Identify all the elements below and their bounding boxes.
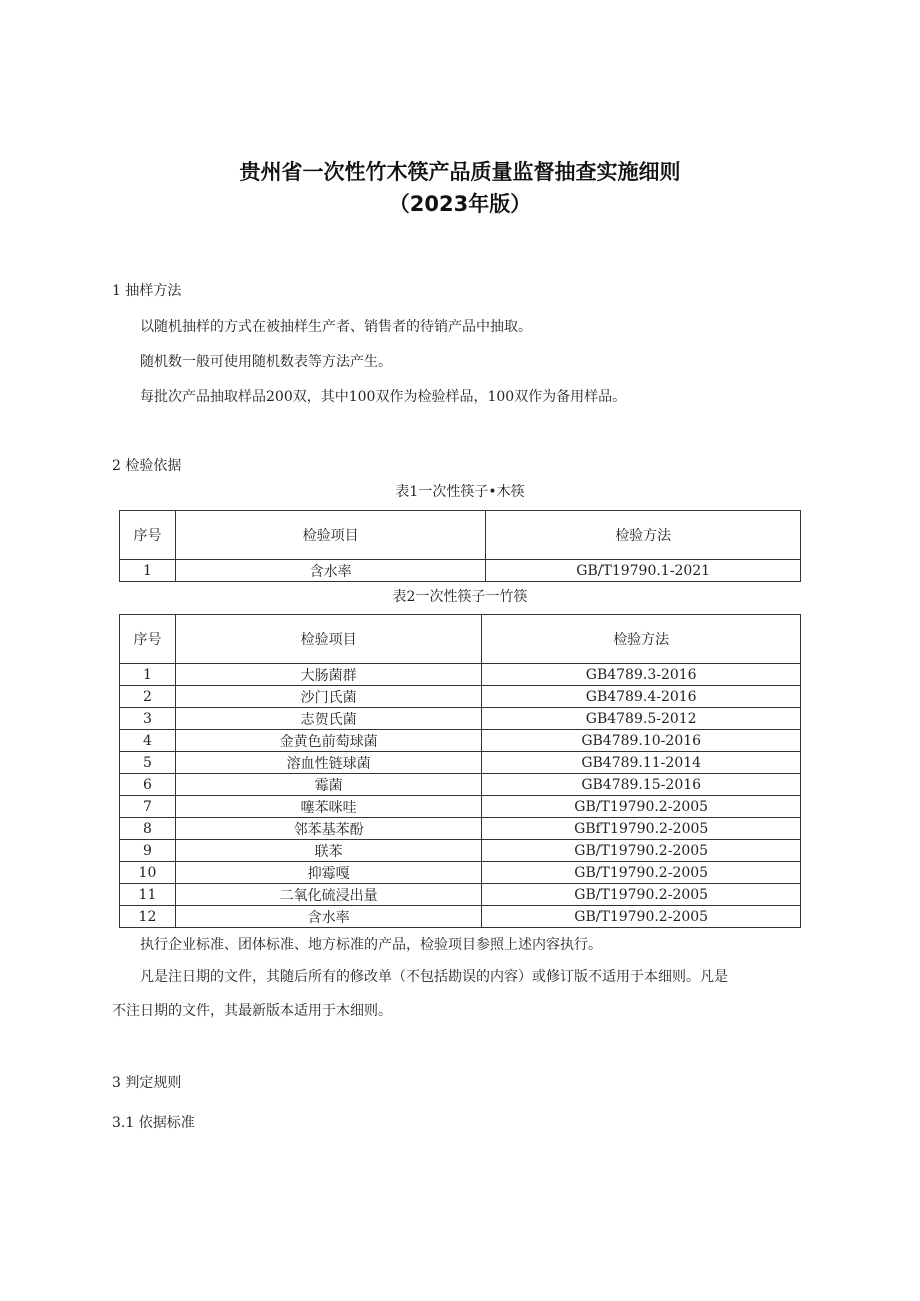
section-2-heading: 2 检验依据 xyxy=(112,458,182,474)
table-row xyxy=(120,906,801,928)
table-1-header-row xyxy=(120,511,801,560)
section-1-para-2: 随机数一般可使用随机数表等方法产生。 xyxy=(140,354,392,370)
table-2-header-cell: 序号 xyxy=(120,615,176,664)
table-cell: 2 xyxy=(120,686,176,708)
table-cell: 8 xyxy=(120,818,176,840)
table-cell: 联苯 xyxy=(175,840,481,862)
table-cell: 邻苯基苯酚 xyxy=(175,818,481,840)
table-cell: 二氧化硫浸出量 xyxy=(175,884,481,906)
table-cell: 志贺氏菌 xyxy=(175,708,481,730)
table-cell: GB4789.3-2016 xyxy=(482,664,801,686)
table-cell: 含水率 xyxy=(175,560,485,582)
table-cell: 9 xyxy=(120,840,176,862)
table-row xyxy=(120,818,801,840)
table-cell: GB4789.15-2016 xyxy=(482,774,801,796)
table-cell: GBfT19790.2-2005 xyxy=(482,818,801,840)
table-cell: GB/T19790.2-2005 xyxy=(482,862,801,884)
table-cell: GB/T19790.1-2021 xyxy=(486,560,801,582)
table-row xyxy=(120,796,801,818)
table-row xyxy=(120,884,801,906)
note-paragraph-1: 执行企业标准、团体标准、地方标准的产品，检验项目参照上述内容执行。 xyxy=(140,937,602,953)
table-cell: 6 xyxy=(120,774,176,796)
page-subtitle: （2023年版） xyxy=(388,192,532,216)
table-1-header-cell: 检验项目 xyxy=(175,511,485,560)
table-row xyxy=(120,840,801,862)
table-cell: 噻苯咪哇 xyxy=(175,796,481,818)
table-row xyxy=(120,730,801,752)
table-cell: GB4789.5-2012 xyxy=(482,708,801,730)
table-row xyxy=(120,686,801,708)
page-title: 贵州省一次性竹木筷产品质量监督抽查实施细则 xyxy=(239,160,681,184)
table-cell: GB/T19790.2-2005 xyxy=(482,906,801,928)
table-cell: 金黄色前萄球菌 xyxy=(175,730,481,752)
table-cell: GB/T19790.2-2005 xyxy=(482,840,801,862)
table-cell: 3 xyxy=(120,708,176,730)
section-3-1-heading: 3.1 依据标准 xyxy=(112,1115,195,1131)
table-cell: 抑霉嘎 xyxy=(175,862,481,884)
table-cell: GB4789.4-2016 xyxy=(482,686,801,708)
table-row xyxy=(120,664,801,686)
table-row xyxy=(120,708,801,730)
table-2-header-row xyxy=(120,615,801,664)
section-3-heading: 3 判定规则 xyxy=(112,1075,182,1091)
table-cell: 11 xyxy=(120,884,176,906)
table-cell: GB4789.10-2016 xyxy=(482,730,801,752)
table-cell: GB/T19790.2-2005 xyxy=(482,796,801,818)
table-1-caption: 表1一次性筷子•木筷 xyxy=(395,484,525,500)
note-paragraph-2-line-2: 不注日期的文件，其最新版本适用于木细则。 xyxy=(112,1003,392,1019)
table-1 xyxy=(119,510,801,582)
table-2-header-cell: 检验方法 xyxy=(482,615,801,664)
table-2-caption: 表2一次性筷子一竹筷 xyxy=(392,589,528,605)
table-2-header-cell: 检验项目 xyxy=(175,615,481,664)
table-cell: 1 xyxy=(120,664,176,686)
table-2 xyxy=(119,614,801,928)
table-cell: 霉菌 xyxy=(175,774,481,796)
table-cell: 大肠菌群 xyxy=(175,664,481,686)
section-1-para-1: 以随机抽样的方式在被抽样生产者、销售者的待销产品中抽取。 xyxy=(140,319,532,335)
section-1-heading: 1 抽样方法 xyxy=(112,283,182,299)
table-cell: 1 xyxy=(120,560,176,582)
table-cell: 12 xyxy=(120,906,176,928)
table-row xyxy=(120,862,801,884)
section-1-para-3: 每批次产品抽取样品200双，其中100双作为检验样品，100双作为备用样品。 xyxy=(140,389,627,405)
table-cell: 5 xyxy=(120,752,176,774)
table-row xyxy=(120,774,801,796)
table-row xyxy=(120,560,801,582)
table-1-header-cell: 检验方法 xyxy=(486,511,801,560)
table-cell: 含水率 xyxy=(175,906,481,928)
table-row xyxy=(120,752,801,774)
note-paragraph-2-line-1: 凡是注日期的文件，其随后所有的修改单（不包括勘误的内容）或修订版不适用于本细则。凡是 xyxy=(140,969,728,985)
table-cell: 溶血性链球菌 xyxy=(175,752,481,774)
table-cell: GB/T19790.2-2005 xyxy=(482,884,801,906)
table-cell: 10 xyxy=(120,862,176,884)
table-cell: 沙门氏菌 xyxy=(175,686,481,708)
table-cell: 4 xyxy=(120,730,176,752)
table-cell: 7 xyxy=(120,796,176,818)
table-1-header-cell: 序号 xyxy=(120,511,176,560)
table-cell: GB4789.11-2014 xyxy=(482,752,801,774)
